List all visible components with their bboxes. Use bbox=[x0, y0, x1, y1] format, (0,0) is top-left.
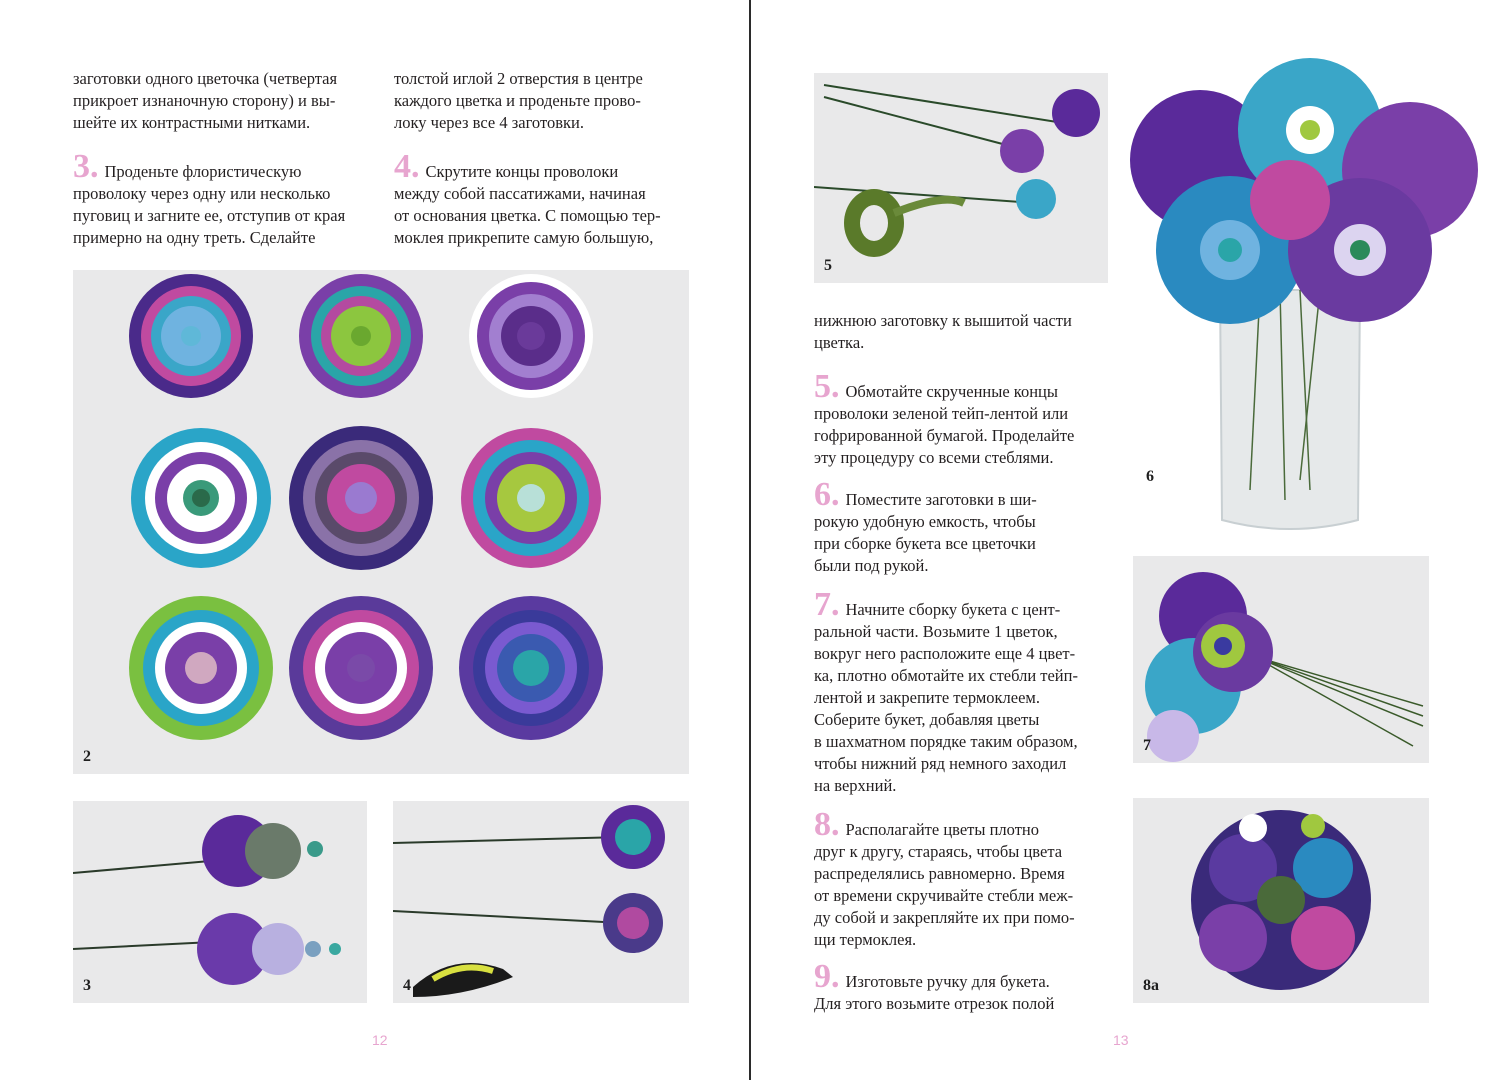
bouquet-illustration bbox=[1110, 50, 1490, 530]
step-6-paragraph bbox=[814, 476, 1114, 577]
figure-4-twisting-wire-photo bbox=[393, 801, 689, 1003]
felt-flower bbox=[299, 274, 423, 398]
figure-5-label: 5 bbox=[824, 257, 832, 274]
felt-flower bbox=[461, 428, 601, 568]
figure-5-tape-wrapping-photo bbox=[814, 73, 1108, 283]
figure-7-label: 7 bbox=[1143, 737, 1151, 754]
step-9-paragraph bbox=[814, 958, 1114, 1015]
step-8-paragraph bbox=[814, 806, 1114, 951]
step-7-number: 7. bbox=[814, 586, 840, 623]
felt-flower bbox=[289, 426, 433, 570]
step-6-number: 6. bbox=[814, 476, 840, 513]
continuation-text: нижнюю заготовку к вышитой части цветка. bbox=[814, 311, 1072, 352]
figure-3-wire-buttons-photo bbox=[73, 801, 367, 1003]
figure-4-label: 4 bbox=[403, 977, 411, 994]
felt-flower bbox=[129, 274, 253, 398]
intro-text-col2: толстой иглой 2 отверстия в центре каждого цветка и проденьте прово- локу через все 4 заготовки. bbox=[394, 69, 643, 132]
page-number-right: 13 bbox=[1113, 1032, 1129, 1048]
bouquet-assembly-illustration bbox=[1133, 556, 1429, 763]
step-5-paragraph bbox=[814, 368, 1114, 469]
step-4-paragraph bbox=[394, 148, 704, 249]
step-4-text: Скрутите концы проволоки между собой пассатижами, начиная от основания цветка. С помощью тер- моклея прикрепите самую большую, bbox=[394, 162, 661, 247]
figure-7-bouquet-assembly-photo bbox=[1133, 556, 1429, 763]
step-3-text: Проденьте флористическую проволоку через одну или несколько пуговиц и загните ее, отступив от края примерно на одну треть. Сделайте bbox=[73, 162, 346, 247]
step-7-paragraph bbox=[814, 586, 1114, 797]
felt-flower bbox=[131, 428, 271, 568]
step-4-number: 4. bbox=[394, 148, 420, 185]
step-3-paragraph bbox=[73, 148, 383, 249]
bouquet-underside-illustration bbox=[1133, 798, 1429, 1003]
felt-flower bbox=[469, 274, 593, 398]
step-9-text: Изготовьте ручку для букета. Для этого возьмите отрезок полой bbox=[814, 972, 1055, 1013]
tape-wrapping-illustration bbox=[814, 73, 1108, 283]
page-spine bbox=[749, 0, 751, 1080]
step-6-text: Поместите заготовки в ши- рокую удобную емкость, чтобы при сборке букета все цветочки были под рукой. bbox=[814, 490, 1037, 575]
step-5-text: Обмотайте скрученные концы проволоки зеленой тейп-лентой или гофрированной бумагой. Проделайте эту процедуру со всеми стеблями. bbox=[814, 382, 1075, 467]
step-8-number: 8. bbox=[814, 806, 840, 843]
figure-8a-bouquet-underside-photo bbox=[1133, 798, 1429, 1003]
felt-flower bbox=[289, 596, 433, 740]
pliers-wire-illustration bbox=[393, 801, 689, 1003]
felt-flowers-illustration bbox=[73, 270, 689, 774]
intro-text-col1: заготовки одного цветочка (четвертая прикроет изнаночную сторону) и вы- шейте их контрастными нитками. bbox=[73, 69, 338, 132]
figure-6-label: 6 bbox=[1146, 468, 1154, 485]
step-7-text: Начните сборку букета с цент- ральной части. Возьмите 1 цветок, вокруг него расположите еще 4 цвет- ка, плотно обмотайте их стебли тейп- лентой и закрепите термоклеем. Соберите букет, добавляя цветы в шахматном порядке таким образом, чтобы нижний ряд немного заходил на верхний. bbox=[814, 600, 1078, 795]
step-9-number: 9. bbox=[814, 958, 840, 995]
figure-2-label: 2 bbox=[83, 748, 91, 765]
wire-buttons-illustration bbox=[73, 801, 367, 1003]
step-8-text: Располагайте цветы плотно друг к другу, стараясь, чтобы цвета распределялись равномерно. Время от времени скручивайте стебли меж- ду собой и закрепляйте их при помо- щи термоклея. bbox=[814, 820, 1075, 949]
figure-8a-label: 8a bbox=[1143, 977, 1159, 994]
step-3-number: 3. bbox=[73, 148, 99, 185]
figure-2-felt-flowers-photo bbox=[73, 270, 689, 774]
felt-flower bbox=[459, 596, 603, 740]
figure-3-label: 3 bbox=[83, 977, 91, 994]
step-5-number: 5. bbox=[814, 368, 840, 405]
figure-6-bouquet-photo bbox=[1110, 50, 1490, 530]
felt-flower bbox=[129, 596, 273, 740]
page-number-left: 12 bbox=[372, 1032, 388, 1048]
